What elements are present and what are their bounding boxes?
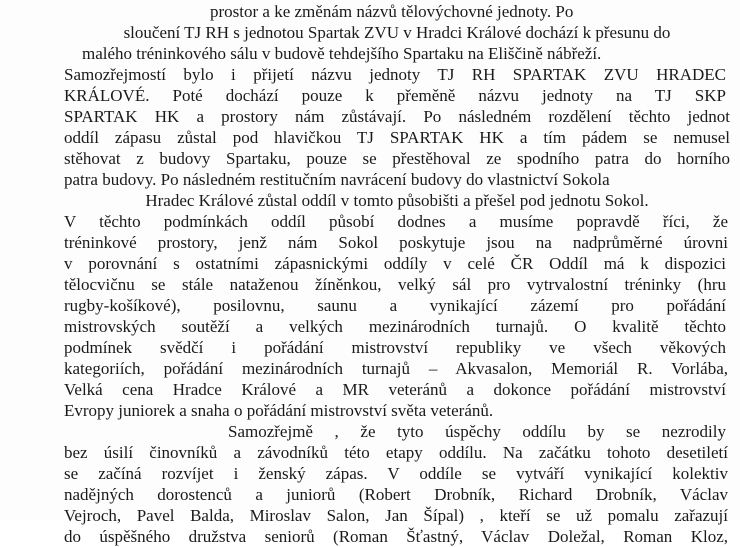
text-line: nadějných dorostenců a juniorů (Robert Drobník, Richard Drobník, Václav bbox=[64, 485, 728, 504]
text-line: V těchto podmínkách oddíl působí dodnes a musíme popravdě říci, že bbox=[64, 212, 728, 231]
text-line: SPARTAK HK a prostory nám zůstávají. Po následném rozdělení těchto jednot bbox=[64, 107, 730, 126]
text-line: tréninkové prostory, jenž nám Sokol poskytuje jsou na nadprůměrné úrovni bbox=[64, 233, 728, 252]
text-line: do úspěšného družstva seniorů (Roman Šťastný, Václav Doležal, Roman Kloz, bbox=[64, 527, 728, 546]
text-line: oddíl zápasu zůstal pod hlavičkou TJ SPARTAK HK a tím pádem se nemusel bbox=[64, 128, 730, 147]
text-line: bez úsilí činovníků a závodníků této etapy oddílu. Na začátku tohoto desetiletí bbox=[64, 443, 728, 462]
text-line: rugby-košíkové), posilovnu, saunu a vynikající zázemí pro pořádání bbox=[64, 296, 726, 315]
text-line: stěhovat z budovy Spartaku, pouze se přestěhoval ze spodního patra do horního bbox=[64, 149, 730, 168]
text-line: KRÁLOVÉ. Poté dochází pouze k přeměně názvu jednoty na TJ SKP bbox=[64, 86, 726, 105]
text-line: kategoriích, pořádání mezinárodních turnajů – Akvasalon, Memoriál R. Vorlába, bbox=[64, 359, 728, 378]
text-line: se začíná rozvíjet i ženský zápas. V oddíle se vytváří vynikající kolektiv bbox=[64, 464, 728, 483]
text-line: patra budovy. Po následném restitučním navrácení budovy do vlastnictví Sokola bbox=[64, 170, 610, 189]
text-line: malého tréninkového sálu v budově tehdejšího Spartaku na Eliščině nábřeží. bbox=[82, 44, 602, 63]
text-line: tělocvičnu se stále nataženou žíněnkou, velký sál pro vytrvalostní tréninky (hru bbox=[64, 275, 726, 294]
text-line: Samozřejmě , že tyto úspěchy oddílu by se nezrodily bbox=[228, 422, 726, 441]
text-line: Velká cena Hradce Králové a MR veteránů a dokonce pořádání mistrovství bbox=[64, 380, 726, 399]
text-line: Evropy juniorek a snaha o pořádání mistrovství světa veteránů. bbox=[64, 401, 494, 420]
text-line: v porovnání s ostatními zápasnickými oddíly v celé ČR Oddíl má k dispozici bbox=[64, 254, 726, 273]
text-line: mistrovských soutěží a velkých mezinárodních turnajů. O kvalitě těchto bbox=[64, 317, 726, 336]
text-line: Hradec Králové zůstal oddíl v tomto působišti a přešel pod jednotu Sokol. bbox=[145, 191, 649, 210]
text-line: prostor a ke změnám názvů tělovýchovné jednoty. Po bbox=[210, 2, 574, 21]
text-line: Vejroch, Pavel Balda, Miroslav Salon, Jan Šípal) , kteří se už pomalu zařazují bbox=[64, 506, 728, 525]
text-line: Samozřejmostí bylo i přijetí názvu jednoty TJ RH SPARTAK ZVU HRADEC bbox=[64, 65, 726, 84]
text-line: sloučení TJ RH s jednotou Spartak ZVU v Hradci Králové dochází k přesunu do bbox=[123, 23, 671, 42]
text-line: podmínek svědčí i pořádání mistrovství republiky ve všech věkových bbox=[64, 338, 726, 357]
